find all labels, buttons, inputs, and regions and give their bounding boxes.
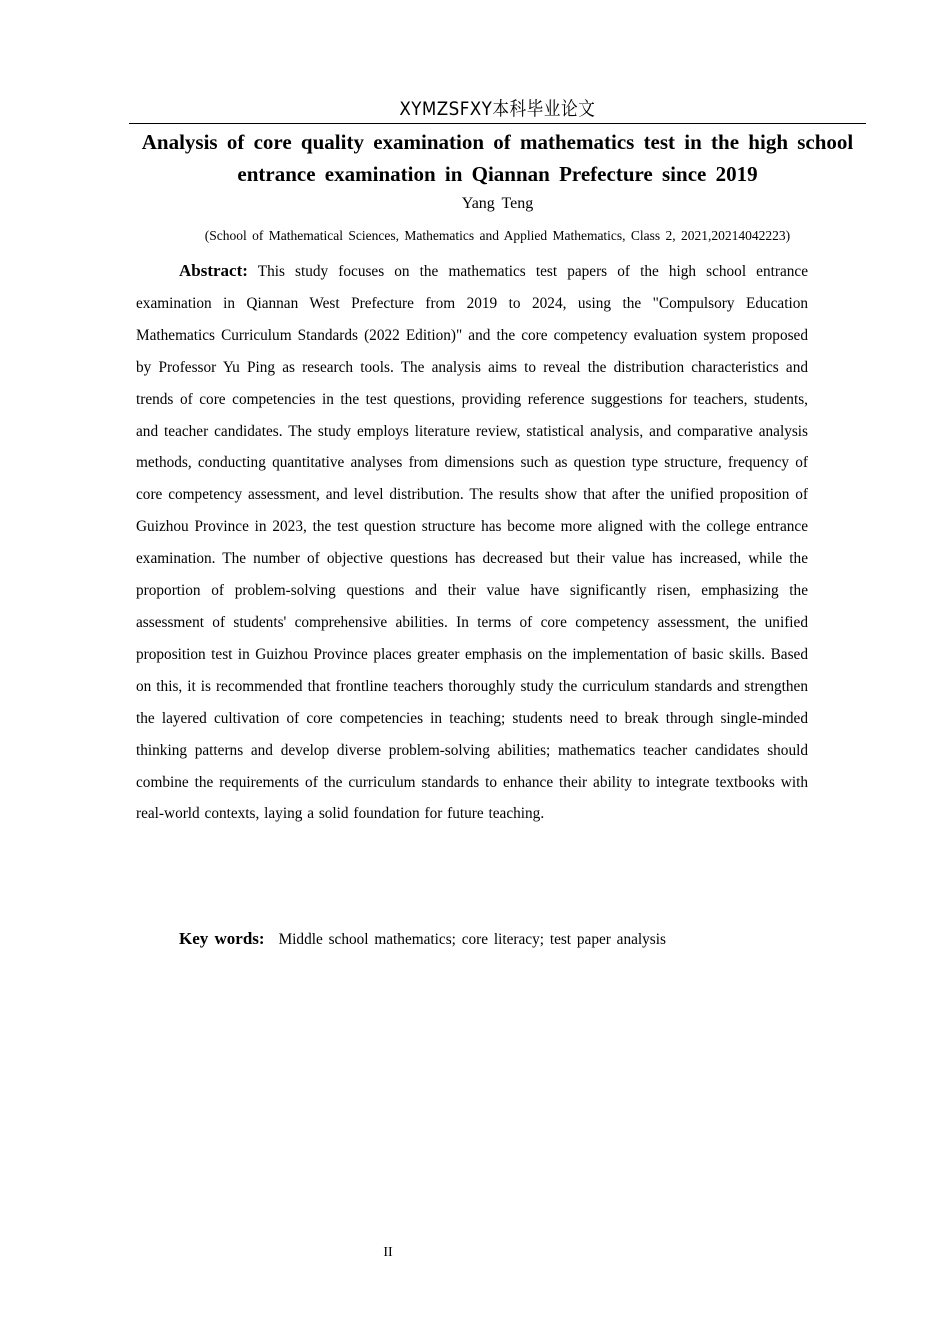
keywords-label: Key words: [179, 929, 265, 948]
abstract-body: This study focuses on the mathematics test papers of the high school entrance examination in Qiannan West Prefecture from 2019 to 2024, using the "Compulsory Education Mathematics Curriculum Standards (2022 Edition)" and the core competency evaluation system proposed by Professor Yu Ping as research tools. The analysis aims to reveal the distribution characteristics and trends of core competencies in the test questions, providing reference suggestions for teachers, students, and teacher candidates. The study employs literature review, statistical analysis, and comparative analysis methods, conducting quantitative analyses from dimensions such as question type structure, frequency of core competency assessment, and level distribution. The results show that after the unified proposition of Guizhou Province in 2023, the test question structure has become more aligned with the college entrance examination. The number of objective questions has decreased but their value has increased, while the proportion of problem-solving questions and their value have significantly risen, emphasizing the assessment of students' comprehensive abilities. In terms of core competency assessment, the unified proposition test in Guizhou Province places greater emphasis on the implementation of basic skills. Based on this, it is recommended that frontline teachers thoroughly study the curriculum standards and strengthen the layered cultivation of core competencies in teaching; students need to break through single-minded thinking patterns and develop diverse problem-solving abilities; mathematics teacher candidates should combine the requirements of the curriculum standards to enhance their ability to integrate textbooks with real-world contexts, laying a solid foundation for future teaching. [136, 263, 808, 823]
keywords-text: Middle school mathematics; core literacy; test paper analysis [278, 931, 666, 948]
keywords-line [179, 925, 809, 954]
running-header [129, 96, 866, 124]
author-name: Yang Teng [461, 195, 534, 212]
abstract-paragraph [136, 255, 808, 830]
page-number: II [383, 1245, 393, 1260]
header-text: XYMZSFXY本科毕业论文 [399, 98, 596, 120]
author-affiliation: (School of Mathematical Sciences, Mathematics and Applied Mathematics, Class 2, 2021,20214042223) [204, 228, 791, 243]
paper-title: Analysis of core quality examination of mathematics test in the high school entrance examination in Qiannan Prefecture since 2019 [141, 130, 854, 186]
abstract-label: Abstract: [179, 261, 248, 280]
